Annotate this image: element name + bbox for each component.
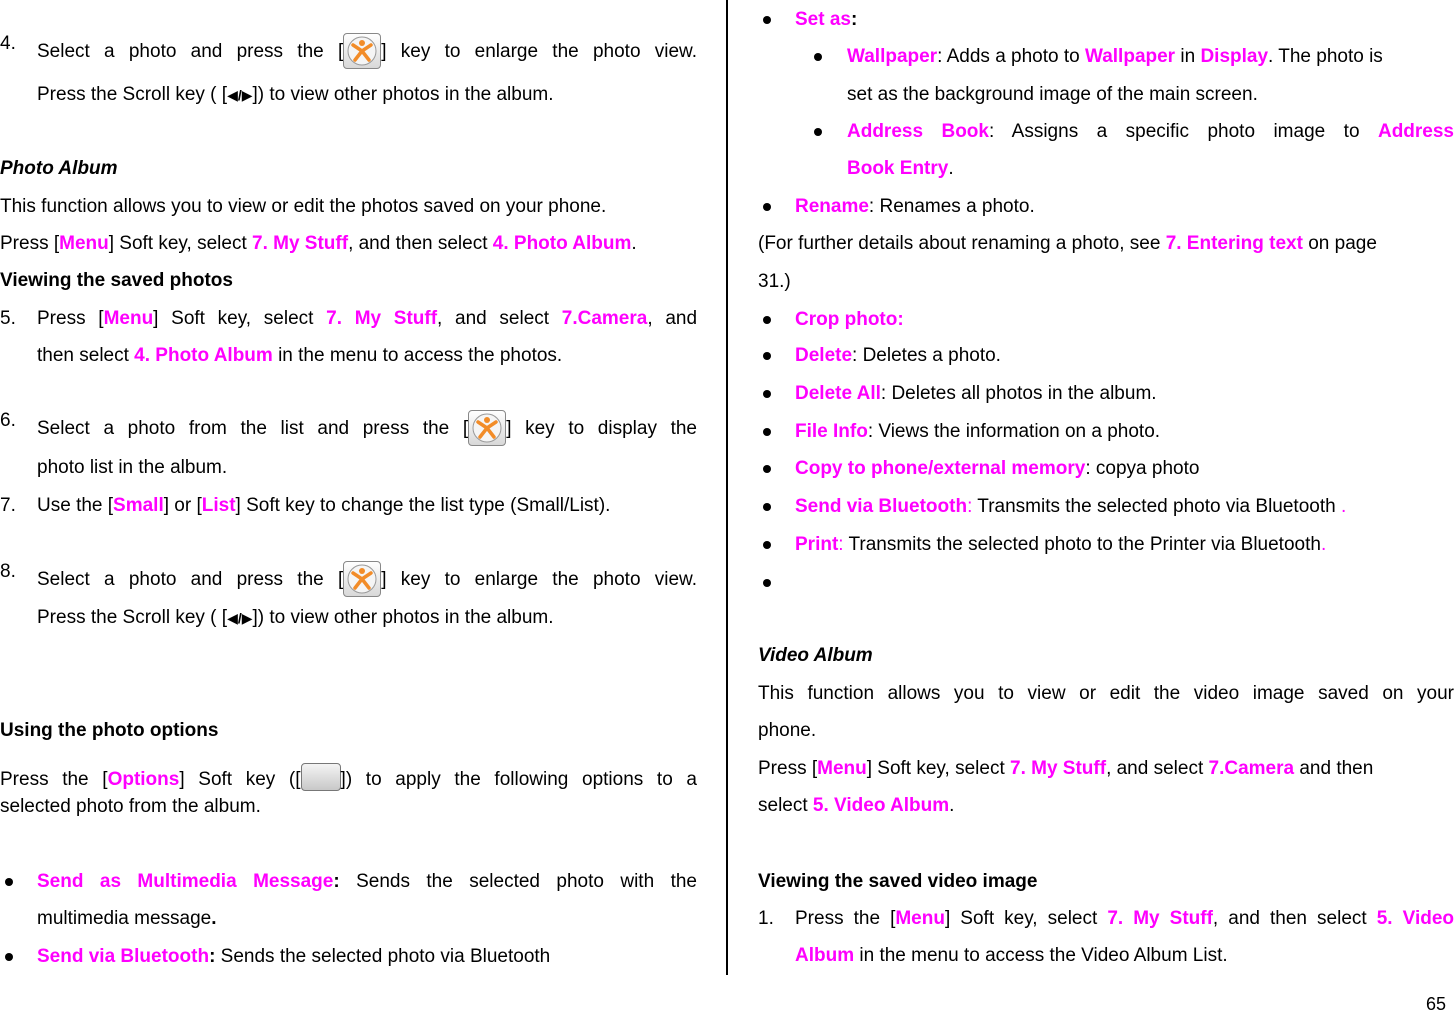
options-description-line-2: selected photo from the album. [0,796,261,817]
video-press-line-2: select 5. Video Album. [758,795,955,816]
photo-album-press-line: Press [Menu] Soft key, select 7. My Stuff, and then select 4. Photo Album. [0,233,637,254]
step-4-line-1: Select a photo and press the [ ] key to enlarge the photo view. [37,33,697,69]
step-number: 6. [0,410,16,431]
left-right-arrow-icon: ◀/▶ [227,87,253,103]
bullet-dot [763,541,771,549]
option-send-bluetooth: Send via Bluetooth: Sends the selected photo via Bluetooth [37,946,551,967]
step-5-line-1: Press [Menu] Soft key, select 7. My Stuff, and select 7.Camera, and [37,308,698,329]
bullet-dot [763,390,771,398]
step-6-line-2: photo list in the album. [37,457,228,478]
option-set-as: Set as: [795,9,858,30]
video-step-1-line-2: Album in the menu to access the Video Album List. [795,945,1228,966]
further-details-line-2: 31.) [758,271,791,292]
bullet-dot [763,203,771,211]
center-key-icon [343,561,381,597]
options-description-line-1: Press the [Options] Soft key ([ ]) to apply the following options to a [0,763,697,791]
option-wallpaper-line-2: set as the background image of the main screen. [847,84,1258,105]
bullet-dot [763,16,771,24]
option-file-info: File Info: Views the information on a photo. [795,421,1161,442]
step-number: 4. [0,33,16,54]
center-key-icon [468,410,506,446]
bullet-dot [763,316,771,324]
bullet-dot [763,503,771,511]
option-copy: Copy to phone/external memory: copya photo [795,458,1200,479]
option-send-mms-line-2: multimedia message. [37,908,217,929]
center-key-icon [343,33,381,69]
bullet-dot [5,953,13,961]
step-number: 7. [0,495,16,516]
bullet-dot [814,53,822,61]
step-8-line-1: Select a photo and press the [ ] key to enlarge the photo view. [37,561,697,597]
video-press-line-1: Press [Menu] Soft key, select 7. My Stuff, and select 7.Camera and then [758,758,1374,779]
step-7-line: Use the [Small] or [List] Soft key to change the list type (Small/List). [37,495,611,516]
section-title-video-album: Video Album [758,645,873,666]
video-description-line-2: phone. [758,720,817,741]
section-title-viewing-video: Viewing the saved video image [758,871,1038,892]
option-delete: Delete: Deletes a photo. [795,345,1001,366]
page-number: 65 [1425,994,1446,1014]
option-crop-photo: Crop photo: [795,309,904,330]
bullet-dot [763,465,771,473]
option-wallpaper: Wallpaper: Adds a photo to Wallpaper in Display. The photo is [847,46,1383,67]
section-title-viewing-photos: Viewing the saved photos [0,270,233,291]
bullet-dot [814,128,822,136]
option-delete-all: Delete All: Deletes all photos in the album. [795,383,1157,404]
option-send-via-bluetooth: Send via Bluetooth: Transmits the selected photo via Bluetooth . [795,496,1347,517]
further-details-line-1: (For further details about renaming a photo, see 7. Entering text on page [758,233,1377,254]
option-rename: Rename: Renames a photo. [795,196,1035,217]
step-6-line-1: Select a photo from the list and press the [ ] key to display the [37,410,697,446]
photo-album-description: This function allows you to view or edit the photos saved on your phone. [0,196,607,217]
step-4-line-2: Press the Scroll key ( [◀/▶]) to view other photos in the album. [37,84,554,105]
video-step-1-line-1: Press the [Menu] Soft key, select 7. My Stuff, and then select 5. Video [795,908,1454,929]
option-address-book-line-2: Book Entry. [847,158,954,179]
option-address-book: Address Book: Assigns a specific photo image to Address [847,121,1454,142]
section-title-photo-album: Photo Album [0,158,118,179]
bullet-dot [763,428,771,436]
option-print: Print: Transmits the selected photo to the Printer via Bluetooth. [795,534,1327,555]
video-description-line-1: This function allows you to view or edit the video image saved on your [758,683,1454,704]
step-number: 1. [758,908,774,929]
section-title-photo-options: Using the photo options [0,720,219,741]
step-number: 5. [0,308,16,329]
step-number: 8. [0,561,16,582]
bullet-dot [763,579,771,587]
step-8-line-2: Press the Scroll key ( [◀/▶]) to view other photos in the album. [37,607,554,628]
bullet-dot [763,352,771,360]
soft-key-icon [301,763,341,791]
left-right-arrow-icon: ◀/▶ [227,610,253,626]
column-divider [726,0,728,975]
bullet-dot [5,878,13,886]
step-5-line-2: then select 4. Photo Album in the menu to access the photos. [37,345,563,366]
option-send-mms: Send as Multimedia Message: Sends the selected photo with the [37,871,697,892]
